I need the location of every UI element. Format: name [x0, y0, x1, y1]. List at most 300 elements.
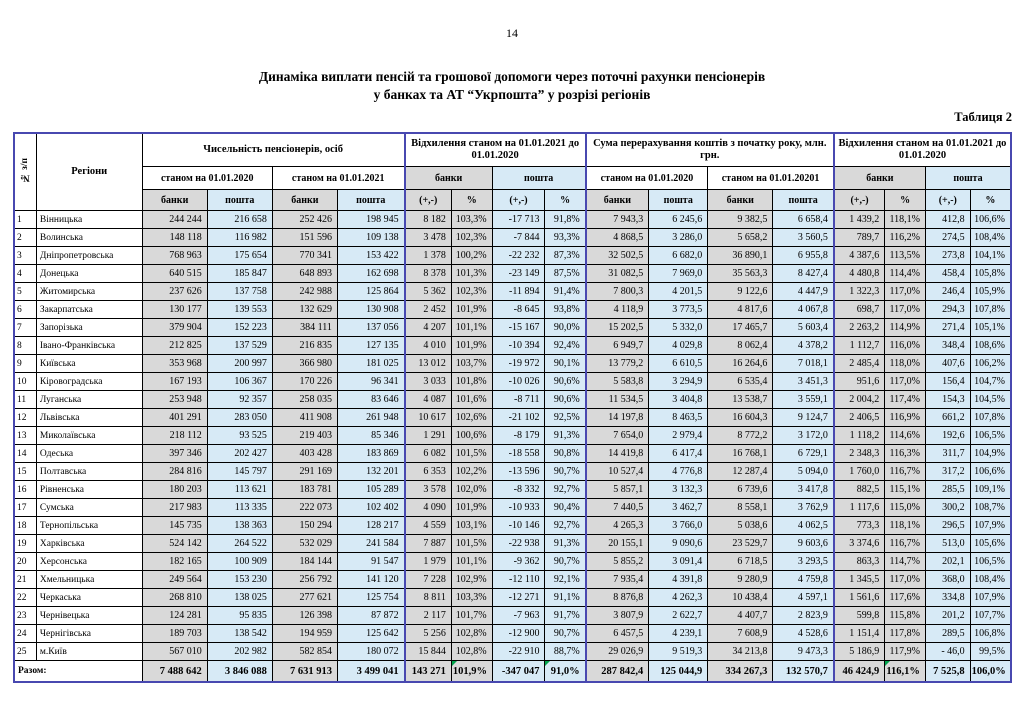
- row-number: 6: [14, 301, 36, 319]
- data-cell: 285,5: [925, 481, 970, 499]
- data-cell: 116,0%: [885, 337, 926, 355]
- data-cell: -15 167: [492, 319, 545, 337]
- data-cell: 4 407,7: [708, 607, 773, 625]
- title-line-2: у банках та АТ “Укрпошта” у розрізі регіонів: [373, 86, 651, 102]
- data-cell: 567 010: [142, 643, 207, 661]
- data-cell: 150 294: [272, 517, 337, 535]
- data-cell: -23 149: [492, 265, 545, 283]
- region-name: Закарпатська: [36, 301, 142, 319]
- data-cell: 222 073: [272, 499, 337, 517]
- table-body: [14, 211, 1011, 683]
- data-cell: 201,2: [925, 607, 970, 625]
- data-cell: 145 797: [207, 463, 272, 481]
- data-cell: 8 378: [405, 265, 452, 283]
- data-cell: 4 062,5: [773, 517, 834, 535]
- data-cell: 212 825: [142, 337, 207, 355]
- data-cell: 1 760,0: [834, 463, 885, 481]
- data-cell: 4 207: [405, 319, 452, 337]
- data-cell: 216 658: [207, 211, 272, 229]
- data-cell: -8 711: [492, 391, 545, 409]
- data-cell: -22 938: [492, 535, 545, 553]
- title-line-1: Динаміка виплати пенсій та грошової допомоги через поточні рахунки пенсіонерів: [258, 69, 766, 84]
- data-cell: 4 817,6: [708, 301, 773, 319]
- data-cell: 7 440,5: [586, 499, 649, 517]
- data-cell: 183 869: [337, 445, 404, 463]
- data-cell: 4 759,8: [773, 571, 834, 589]
- data-cell: 2 452: [405, 301, 452, 319]
- subheader-sum-asof-20201: станом на 01.01.20201: [708, 167, 834, 190]
- data-cell: 4 387,6: [834, 247, 885, 265]
- data-cell: 106,6%: [970, 463, 1011, 481]
- data-cell: 7 800,3: [586, 283, 649, 301]
- data-cell: 180 072: [337, 643, 404, 661]
- data-cell: 366 980: [272, 355, 337, 373]
- data-cell: 4 378,2: [773, 337, 834, 355]
- data-cell: 5 186,9: [834, 643, 885, 661]
- data-cell: 768 963: [142, 247, 207, 265]
- data-cell: 107,8%: [970, 301, 1011, 319]
- data-cell: 85 346: [337, 427, 404, 445]
- totals-cell: 91,0%: [545, 661, 586, 683]
- data-cell: 4 265,3: [586, 517, 649, 535]
- data-cell: 273,8: [925, 247, 970, 265]
- region-name: Одеська: [36, 445, 142, 463]
- data-cell: 200 997: [207, 355, 272, 373]
- data-cell: 91,7%: [545, 607, 586, 625]
- col-header-row-number-label: № з/п: [19, 157, 30, 183]
- row-number: 25: [14, 643, 36, 661]
- totals-cell: 7 631 913: [272, 661, 337, 683]
- totals-cell: 101,9%: [451, 661, 492, 683]
- data-cell: 198 945: [337, 211, 404, 229]
- data-cell: 116 982: [207, 229, 272, 247]
- data-cell: 105,8%: [970, 265, 1011, 283]
- row-number: 23: [14, 607, 36, 625]
- data-cell: 4 528,6: [773, 625, 834, 643]
- region-name: Запорізька: [36, 319, 142, 337]
- totals-cell: 7 488 642: [142, 661, 207, 683]
- data-cell: 36 890,1: [708, 247, 773, 265]
- data-cell: 118,1%: [885, 517, 926, 535]
- region-name: Чернівецька: [36, 607, 142, 625]
- data-cell: 2 004,2: [834, 391, 885, 409]
- data-cell: 114,6%: [885, 427, 926, 445]
- data-cell: 401 291: [142, 409, 207, 427]
- region-name: Волинська: [36, 229, 142, 247]
- data-cell: 104,5%: [970, 391, 1011, 409]
- table-row: [14, 391, 1011, 409]
- data-cell: 128 217: [337, 517, 404, 535]
- data-cell: 100 909: [207, 553, 272, 571]
- group-header-sum-deviation: Відхилення станом на 01.01.2021 до 01.01.2020: [834, 133, 1011, 167]
- data-cell: - 46,0: [925, 643, 970, 661]
- data-cell: 117,4%: [885, 391, 926, 409]
- data-cell: 153 230: [207, 571, 272, 589]
- data-cell: 16 768,1: [708, 445, 773, 463]
- data-cell: 141 120: [337, 571, 404, 589]
- data-cell: 15 202,5: [586, 319, 649, 337]
- data-cell: 6 729,1: [773, 445, 834, 463]
- data-cell: 11 534,5: [586, 391, 649, 409]
- data-cell: 100,2%: [451, 247, 492, 265]
- data-cell: 6 417,4: [649, 445, 708, 463]
- data-cell: 237 626: [142, 283, 207, 301]
- data-cell: 277 621: [272, 589, 337, 607]
- region-name: Черкаська: [36, 589, 142, 607]
- data-cell: 9 122,6: [708, 283, 773, 301]
- data-cell: 2 263,2: [834, 319, 885, 337]
- data-cell: 1 117,6: [834, 499, 885, 517]
- data-cell: 2 406,5: [834, 409, 885, 427]
- row-number: 3: [14, 247, 36, 265]
- data-cell: 648 893: [272, 265, 337, 283]
- data-cell: 101,1%: [451, 319, 492, 337]
- data-cell: -12 110: [492, 571, 545, 589]
- data-cell: 35 563,3: [708, 265, 773, 283]
- data-cell: 4 010: [405, 337, 452, 355]
- data-cell: 4 087: [405, 391, 452, 409]
- data-cell: 532 029: [272, 535, 337, 553]
- data-cell: 1 151,4: [834, 625, 885, 643]
- data-cell: 1 561,6: [834, 589, 885, 607]
- table-row: [14, 373, 1011, 391]
- data-cell: 218 112: [142, 427, 207, 445]
- data-cell: 153 422: [337, 247, 404, 265]
- data-cell: 412,8: [925, 211, 970, 229]
- data-cell: 108,7%: [970, 499, 1011, 517]
- data-cell: 3 560,5: [773, 229, 834, 247]
- data-cell: 117,0%: [885, 301, 926, 319]
- region-name: Рівненська: [36, 481, 142, 499]
- data-cell: 29 026,9: [586, 643, 649, 661]
- data-cell: 101,7%: [451, 607, 492, 625]
- data-cell: 2 117: [405, 607, 452, 625]
- col-header-row-number: [14, 133, 36, 211]
- data-cell: 863,3: [834, 553, 885, 571]
- data-cell: -10 394: [492, 337, 545, 355]
- region-name: Чернігівська: [36, 625, 142, 643]
- data-cell: 384 111: [272, 319, 337, 337]
- group-header-transfer-sum: Сума перерахування коштів з початку року, млн. грн.: [586, 133, 834, 167]
- table-row: [14, 553, 1011, 571]
- data-cell: 4 118,9: [586, 301, 649, 319]
- data-cell: 101,9%: [451, 499, 492, 517]
- data-cell: 96 341: [337, 373, 404, 391]
- data-cell: 6 082: [405, 445, 452, 463]
- data-cell: 92,7%: [545, 481, 586, 499]
- data-cell: 291 169: [272, 463, 337, 481]
- row-number: 15: [14, 463, 36, 481]
- data-cell: 192,6: [925, 427, 970, 445]
- data-cell: 127 135: [337, 337, 404, 355]
- data-cell: 100,6%: [451, 427, 492, 445]
- row-number: 11: [14, 391, 36, 409]
- totals-cell: 125 044,9: [649, 661, 708, 683]
- data-cell: 334,8: [925, 589, 970, 607]
- data-cell: 3 374,6: [834, 535, 885, 553]
- data-cell: 3 462,7: [649, 499, 708, 517]
- data-cell: 182 165: [142, 553, 207, 571]
- colhead-banks-2020: банки: [142, 190, 207, 211]
- data-cell: 2 979,4: [649, 427, 708, 445]
- data-cell: 14 197,8: [586, 409, 649, 427]
- table-row: [14, 463, 1011, 481]
- data-cell: 91 547: [337, 553, 404, 571]
- data-cell: 284 816: [142, 463, 207, 481]
- data-cell: 403 428: [272, 445, 337, 463]
- data-cell: 32 502,5: [586, 247, 649, 265]
- data-cell: 88,7%: [545, 643, 586, 661]
- data-cell: 6 658,4: [773, 211, 834, 229]
- data-cell: 4 262,3: [649, 589, 708, 607]
- data-cell: 6 739,6: [708, 481, 773, 499]
- data-cell: 2 823,9: [773, 607, 834, 625]
- data-cell: 106,6%: [970, 211, 1011, 229]
- data-cell: 103,3%: [451, 589, 492, 607]
- totals-cell: 106,0%: [970, 661, 1011, 683]
- table-row: [14, 481, 1011, 499]
- data-cell: 101,9%: [451, 301, 492, 319]
- table-row: [14, 445, 1011, 463]
- data-cell: 31 082,5: [586, 265, 649, 283]
- row-number: 12: [14, 409, 36, 427]
- region-name: Львівська: [36, 409, 142, 427]
- data-cell: 102,2%: [451, 463, 492, 481]
- data-cell: 698,7: [834, 301, 885, 319]
- data-cell: 599,8: [834, 607, 885, 625]
- data-cell: 1 979: [405, 553, 452, 571]
- data-cell: 3 294,9: [649, 373, 708, 391]
- subheader-count-dev-post: пошта: [492, 167, 586, 190]
- data-cell: 130 177: [142, 301, 207, 319]
- region-name: Сумська: [36, 499, 142, 517]
- data-cell: 101,6%: [451, 391, 492, 409]
- data-cell: 3 091,4: [649, 553, 708, 571]
- region-name: Херсонська: [36, 553, 142, 571]
- data-cell: 116,9%: [885, 409, 926, 427]
- data-cell: 244 244: [142, 211, 207, 229]
- data-cell: 126 398: [272, 607, 337, 625]
- data-cell: 93,8%: [545, 301, 586, 319]
- data-cell: 104,7%: [970, 373, 1011, 391]
- data-cell: 13 538,7: [708, 391, 773, 409]
- row-number: 20: [14, 553, 36, 571]
- data-cell: 92 357: [207, 391, 272, 409]
- data-cell: 3 286,0: [649, 229, 708, 247]
- data-cell: 105,1%: [970, 319, 1011, 337]
- data-cell: 1 112,7: [834, 337, 885, 355]
- formula-marker-icon: [885, 661, 890, 666]
- data-cell: 151 596: [272, 229, 337, 247]
- data-cell: 5 857,1: [586, 481, 649, 499]
- row-number: 8: [14, 337, 36, 355]
- data-cell: -18 558: [492, 445, 545, 463]
- data-cell: 3 478: [405, 229, 452, 247]
- data-cell: 92,1%: [545, 571, 586, 589]
- data-cell: 3 559,1: [773, 391, 834, 409]
- table-row: [14, 427, 1011, 445]
- data-cell: 253 948: [142, 391, 207, 409]
- data-cell: 2 348,3: [834, 445, 885, 463]
- data-cell: 6 718,5: [708, 553, 773, 571]
- group-header-count-deviation: Відхилення станом на 01.01.2021 до 01.01.2020: [405, 133, 586, 167]
- data-cell: -12 271: [492, 589, 545, 607]
- data-cell: 16 264,6: [708, 355, 773, 373]
- row-number: 16: [14, 481, 36, 499]
- data-cell: 241 584: [337, 535, 404, 553]
- data-cell: 1 118,2: [834, 427, 885, 445]
- data-cell: 93 525: [207, 427, 272, 445]
- data-cell: 117,9%: [885, 643, 926, 661]
- data-cell: 368,0: [925, 571, 970, 589]
- data-cell: 101,1%: [451, 553, 492, 571]
- data-cell: 101,8%: [451, 373, 492, 391]
- data-cell: 4 447,9: [773, 283, 834, 301]
- data-cell: 252 426: [272, 211, 337, 229]
- data-cell: -19 972: [492, 355, 545, 373]
- totals-cell: -347 047: [492, 661, 545, 683]
- data-cell: 661,2: [925, 409, 970, 427]
- data-cell: 113,5%: [885, 247, 926, 265]
- data-cell: 9 090,6: [649, 535, 708, 553]
- data-cell: 3 033: [405, 373, 452, 391]
- data-cell: 91,8%: [545, 211, 586, 229]
- data-cell: 348,4: [925, 337, 970, 355]
- data-cell: 5 094,0: [773, 463, 834, 481]
- data-cell: 108,4%: [970, 229, 1011, 247]
- data-cell: 101,3%: [451, 265, 492, 283]
- data-cell: 103,3%: [451, 211, 492, 229]
- data-cell: 138 025: [207, 589, 272, 607]
- row-number: 5: [14, 283, 36, 301]
- data-cell: 294,3: [925, 301, 970, 319]
- data-cell: 125 864: [337, 283, 404, 301]
- row-number: 9: [14, 355, 36, 373]
- data-cell: 125 754: [337, 589, 404, 607]
- data-cell: 104,1%: [970, 247, 1011, 265]
- data-cell: 4 391,8: [649, 571, 708, 589]
- data-cell: -8 332: [492, 481, 545, 499]
- data-cell: 4 597,1: [773, 589, 834, 607]
- data-cell: 138 363: [207, 517, 272, 535]
- row-number: 17: [14, 499, 36, 517]
- table-row: [14, 607, 1011, 625]
- region-name: Київська: [36, 355, 142, 373]
- data-cell: 145 735: [142, 517, 207, 535]
- data-cell: 202 982: [207, 643, 272, 661]
- data-cell: 407,6: [925, 355, 970, 373]
- data-cell: 5 583,8: [586, 373, 649, 391]
- table-row: [14, 355, 1011, 373]
- data-cell: 7 228: [405, 571, 452, 589]
- data-cell: 3 293,5: [773, 553, 834, 571]
- totals-cell: 3 499 041: [337, 661, 404, 683]
- table-row: [14, 301, 1011, 319]
- data-cell: 3 172,0: [773, 427, 834, 445]
- data-cell: 3 404,8: [649, 391, 708, 409]
- data-cell: 101,5%: [451, 535, 492, 553]
- data-cell: 9 382,5: [708, 211, 773, 229]
- data-cell: 5 362: [405, 283, 452, 301]
- formula-marker-icon: [452, 661, 457, 666]
- data-cell: 106,5%: [970, 427, 1011, 445]
- data-cell: 194 959: [272, 625, 337, 643]
- document-title: [0, 68, 1024, 103]
- data-cell: 13 012: [405, 355, 452, 373]
- data-cell: 20 155,1: [586, 535, 649, 553]
- data-cell: -22 910: [492, 643, 545, 661]
- data-cell: 125 642: [337, 625, 404, 643]
- data-cell: 242 988: [272, 283, 337, 301]
- data-cell: 7 935,4: [586, 571, 649, 589]
- data-cell: 3 132,3: [649, 481, 708, 499]
- data-cell: 6 245,6: [649, 211, 708, 229]
- totals-cell: 7 525,8: [925, 661, 970, 683]
- data-cell: 4 868,5: [586, 229, 649, 247]
- row-number: 10: [14, 373, 36, 391]
- data-cell: 3 417,8: [773, 481, 834, 499]
- data-cell: 105 289: [337, 481, 404, 499]
- data-cell: 353 968: [142, 355, 207, 373]
- subheader-sum-dev-banks: банки: [834, 167, 926, 190]
- table-row: [14, 643, 1011, 661]
- col-header-region: Регіони: [36, 133, 142, 211]
- table-caption: Таблиця 2: [954, 110, 1012, 124]
- data-cell: 202 427: [207, 445, 272, 463]
- data-cell: 8 772,2: [708, 427, 773, 445]
- data-cell: 882,5: [834, 481, 885, 499]
- data-cell: 83 646: [337, 391, 404, 409]
- data-cell: 317,2: [925, 463, 970, 481]
- data-cell: 582 854: [272, 643, 337, 661]
- region-name: Донецька: [36, 265, 142, 283]
- data-cell: 106,2%: [970, 355, 1011, 373]
- pension-dynamics-table: [13, 132, 1012, 683]
- page-number: 14: [506, 26, 518, 40]
- data-cell: 1 345,5: [834, 571, 885, 589]
- data-cell: 117,6%: [885, 589, 926, 607]
- data-cell: 5 038,6: [708, 517, 773, 535]
- colhead-sum-banks-2020: банки: [586, 190, 649, 211]
- region-name: Вінницька: [36, 211, 142, 229]
- data-cell: 10 527,4: [586, 463, 649, 481]
- data-cell: 132 201: [337, 463, 404, 481]
- data-cell: 102 402: [337, 499, 404, 517]
- totals-cell: 287 842,4: [586, 661, 649, 683]
- data-cell: 770 341: [272, 247, 337, 265]
- data-cell: 8 182: [405, 211, 452, 229]
- data-cell: -11 894: [492, 283, 545, 301]
- data-cell: 1 322,3: [834, 283, 885, 301]
- data-cell: 102,3%: [451, 283, 492, 301]
- region-name: Полтавська: [36, 463, 142, 481]
- data-cell: 7 608,9: [708, 625, 773, 643]
- data-cell: 93,3%: [545, 229, 586, 247]
- data-cell: 116,7%: [885, 463, 926, 481]
- region-name: Миколаївська: [36, 427, 142, 445]
- data-cell: 90,7%: [545, 463, 586, 481]
- data-cell: 108,6%: [970, 337, 1011, 355]
- data-cell: 4 239,1: [649, 625, 708, 643]
- data-cell: 2 622,7: [649, 607, 708, 625]
- data-cell: 4 029,8: [649, 337, 708, 355]
- data-cell: -10 146: [492, 517, 545, 535]
- data-cell: 91,3%: [545, 535, 586, 553]
- data-cell: 1 378: [405, 247, 452, 265]
- data-cell: 300,2: [925, 499, 970, 517]
- colhead-count-dev-post-abs: (+,-): [492, 190, 545, 211]
- data-cell: 773,3: [834, 517, 885, 535]
